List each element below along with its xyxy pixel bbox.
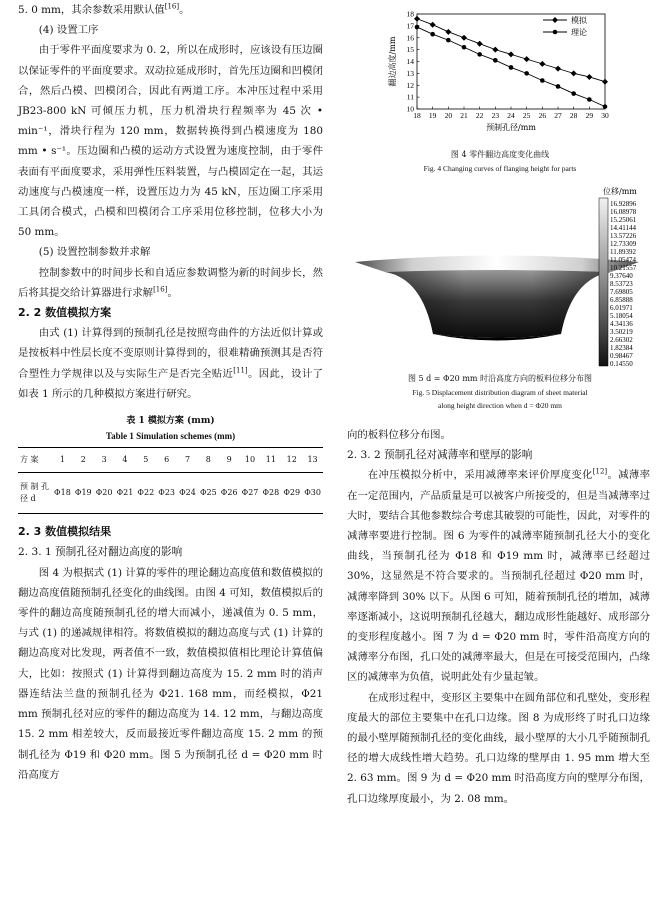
x-tick-label: 26: [538, 111, 547, 120]
data-point: [587, 97, 592, 102]
legend-label: 理论: [571, 28, 587, 37]
table-head-label: 方 案: [18, 448, 52, 473]
legend-value: 2.66302: [610, 336, 633, 345]
heading-control-params: (5) 设置控制参数并求解: [38, 246, 151, 259]
fig5-caption-en1: Fig. 5 Displacement distribution diagram of sheet material: [412, 388, 588, 397]
flange-surface: [355, 256, 639, 273]
data-point: [414, 16, 420, 22]
data-point: [477, 41, 483, 47]
legend-value: 5.18054: [610, 312, 633, 321]
x-tick-label: 21: [460, 111, 468, 120]
x-tick-label: 19: [428, 111, 437, 120]
table-cell: Φ18: [52, 473, 73, 514]
x-tick-label: 24: [507, 111, 515, 120]
table-head-cell: 11: [260, 448, 281, 473]
x-axis-label: 预制孔径/mm: [486, 123, 536, 132]
flanged-part-shape: [355, 256, 639, 341]
paragraph-2-2: 由式 (1) 计算得到的预制孔径是按照弯曲件的方法近似计算或是按板料中性层长度不变原则计算得到的，很难精确预测其是否符合塑性力学规律以及与实际生产是否完全贴近[11]。因此，设计了如表 1 所示的几种模拟方案进行研究。: [18, 327, 324, 400]
legend-value: 14.41144: [610, 224, 636, 233]
legend-value: 7.69805: [610, 288, 633, 297]
y-tick-label: 10: [406, 104, 414, 114]
displacement-contour-figure: [347, 186, 655, 392]
fig4-caption: [350, 148, 650, 175]
paragraph-set-process: 由于零件平面度要求为 0. 2，所以在成形时，应该设有压边圈以保证零件的平面度要求。双动拉延成形时，首先压边圈和凹模闭合，然后凸模、凹模闭合，因此有两道工序。本冲压过程中采用 JB23-800 kN 可倾压力机，压力机滑块行程频率为 45 次 • min⁻¹，滑块行程为 120 mm，数据转换得到凸模速度为 180 mm • s⁻¹。压边圈和凸模的运动方式设置为速度控制，由于零件表面有平面度要求，采用弹性压料装置，与凸模固定在一起，其运动速度与凸模速度一样，设置压边力为 45 kN，压边圈工序采用工具闭合模式，凸模和凹模闭合工序采用位移控制，位移大小为 50 mm。: [18, 44, 323, 239]
x-tick-label: 29: [585, 111, 594, 120]
data-point: [524, 71, 529, 76]
data-point: [492, 47, 498, 53]
table-head-cell: 7: [177, 448, 198, 473]
table-cell: Φ25: [198, 473, 219, 514]
legend-value: 11.89392: [610, 248, 636, 257]
x-tick-label: 22: [475, 111, 484, 120]
table-head-cell: 13: [302, 448, 323, 473]
data-point: [477, 52, 482, 57]
legend-value: 0.98467: [610, 352, 633, 361]
y-tick-label: 14: [406, 57, 414, 67]
heading-2-3-1: 2. 3. 1 预制孔径对翻边高度的影响: [18, 546, 183, 559]
data-point: [539, 61, 545, 67]
legend-value: 3.50219: [610, 328, 633, 337]
data-point: [586, 74, 592, 80]
heading-set-process: (4) 设置工序: [38, 24, 99, 37]
y-tick-label: 11: [406, 92, 414, 102]
legend-value: 1.82384: [610, 344, 633, 353]
x-tick-label: 23: [491, 111, 500, 120]
data-point: [430, 32, 435, 37]
table-cell: Φ28: [260, 473, 281, 514]
data-point: [509, 65, 514, 70]
data-point: [493, 58, 498, 63]
legend-value: 4.34136: [610, 320, 633, 329]
legend-label: 模拟: [571, 16, 587, 25]
table-head-cell: 9: [219, 448, 240, 473]
data-point: [415, 25, 420, 30]
legend-value: 9.37640: [610, 272, 633, 281]
table-head-cell: 6: [156, 448, 177, 473]
legend-title: 位移/mm: [603, 187, 637, 196]
legend-value: 13.57226: [610, 232, 637, 241]
data-point: [461, 35, 467, 41]
y-tick-label: 17: [406, 21, 414, 31]
legend-value: 6.01971: [610, 304, 633, 313]
x-tick-label: 28: [569, 111, 578, 120]
data-point: [571, 91, 576, 96]
table-row-label: 预 制 孔 径 d: [18, 473, 52, 514]
paragraph-2-3-1: 图 4 为根据式 (1) 计算的零件的理论翻边高度值和数值模拟的翻边高度值随预制孔径变化的曲线图。由图 4 可知，数值模拟后的零件的翻边高度随预制孔径的增大而减小，递减值为 0. 5 mm，与式 (1) 的递减规律相符。将数值模拟的翻边高度与式 (1) 计算的翻边高度对比发现，两者值不一致，数值模拟值相比理论计算值偏大，比如：按照式 (1) 计算得到翻边高度为 15. 2 mm 时的消声器连结法兰盘的预制孔径为 Φ21. 168 mm，而经模拟，Φ21 mm 预制孔径对应的零件的翻边高度为 14. 12 mm，与翻边高度 15. 2 mm 相差较大，反而最接近零件翻边高度 15. 2 mm 的预制孔径为 Φ19 和 Φ20 mm。图 5 为预制孔径 d = Φ20 mm 时沿高度方: [18, 566, 323, 781]
data-point: [602, 79, 608, 85]
heading-2-3: 2. 3 数值模拟结果: [18, 525, 112, 539]
table-cell: Φ26: [219, 473, 240, 514]
legend-value: 11.05474: [610, 256, 636, 265]
x-tick-label: 30: [601, 111, 609, 120]
data-point: [603, 104, 608, 109]
legend-marker: [553, 30, 558, 35]
paragraph-param-end: 5. 0 mm，其余参数采用默认值[16]。: [18, 2, 190, 16]
table-cell: Φ23: [156, 473, 177, 514]
table-cell: Φ29: [281, 473, 302, 514]
table-cell: Φ20: [94, 473, 115, 514]
table-cell: Φ30: [302, 473, 323, 514]
y-tick-label: 13: [406, 68, 414, 78]
legend-marker: [552, 17, 558, 23]
x-tick-label: 20: [444, 111, 453, 120]
flanging-height-chart: [381, 6, 631, 146]
data-point: [430, 22, 436, 28]
fig5-caption-en2: along height direction when d = Φ20 mm: [437, 401, 563, 410]
y-axis-label: 翻边高度/mm: [388, 36, 397, 87]
x-tick-label: 27: [554, 111, 562, 120]
data-point: [462, 45, 467, 50]
table-head-cell: 12: [281, 448, 302, 473]
paragraph-fig5-ref: 向的板料位移分布图。: [347, 429, 451, 441]
paragraph-control-params: 控制参数中的时间步长和自适应参数调整为新的时间步长，然后将其提交给计算器进行求解[16]。: [18, 266, 323, 299]
data-point: [508, 51, 514, 57]
table-head-cell: 10: [240, 448, 261, 473]
fig4-caption-cn: 图 4 零件翻边高度变化曲线: [450, 150, 550, 159]
table-1: [18, 414, 323, 514]
fig5-caption-cn: 图 5 d = Φ20 mm 时沿高度方向的板料位移分布图: [407, 374, 593, 383]
paragraph-2-3-2-b: 在成形过程中，变形区主要集中在圆角部位和孔壁处，变形程度最大的部位主要集中在孔口边缘。图 8 为成形终了时孔口边缘的最小壁厚随预制孔径的变化曲线，最小壁厚的大小几乎随预制孔径的增大成线性增大趋势。孔口边缘的壁厚由 1. 95 mm 增大至 2. 63 mm。图 9 为 d = Φ20 mm 时沿高度方向的壁厚分布图，孔口边缘厚度最小，为 2. 08 mm。: [347, 691, 650, 805]
fig5-caption: [350, 372, 650, 412]
table-cell: Φ21: [115, 473, 136, 514]
data-point: [571, 70, 577, 76]
table-head-cell: 5: [135, 448, 156, 473]
right-column: [347, 425, 650, 809]
legend-value: 15.25061: [610, 216, 637, 225]
data-point: [445, 29, 451, 35]
table-title: 表 1 模拟方案 (mm): [126, 416, 215, 427]
data-point: [555, 66, 561, 72]
y-tick-label: 15: [406, 45, 414, 55]
legend-value: 0.14550: [610, 360, 633, 369]
x-tick-label: 25: [522, 111, 531, 120]
data-point: [540, 78, 545, 83]
legend-color-bar: [599, 198, 608, 366]
legend-value: 8.53723: [610, 280, 633, 289]
table-head-cell: 8: [198, 448, 219, 473]
heading-2-2: 2. 2 数值模拟方案: [18, 306, 112, 320]
table-title-en: Table 1 Simulation schemes (mm): [105, 431, 236, 442]
heading-2-3-2: 2. 3. 2 预制孔径对减薄率和壁厚的影响: [347, 449, 533, 462]
table-head-cell: 1: [52, 448, 73, 473]
data-point: [446, 38, 451, 43]
data-point: [524, 56, 530, 62]
left-column: [18, 0, 323, 785]
table-cell: Φ19: [73, 473, 94, 514]
y-tick-label: 18: [406, 9, 414, 19]
legend-value: 12.73309: [610, 240, 637, 249]
table-cell: Φ24: [177, 473, 198, 514]
table-head-cell: 4: [115, 448, 136, 473]
fig4-caption-en: Fig. 4 Changing curves of flanging height for parts: [423, 164, 577, 173]
y-tick-label: 16: [406, 33, 414, 43]
table-head-cell: 3: [94, 448, 115, 473]
data-point: [556, 84, 561, 89]
y-tick-label: 12: [406, 80, 414, 90]
paragraph-2-3-2-a: 在冲压模拟分析中，采用减薄率来评价厚度变化[12]。减薄率在一定范围内，产品质量是可以被客户所接受的，但是当减薄率过大时，要结合其他参数综合考虑其破裂的可能性，因此，对零件的减薄率要进行控制。图 6 为零件的减薄率随预制孔径大小的变化曲线，当预制孔径为 Φ18 和 Φ19 mm 时，减薄率已经超过 30%，这显然是不符合要求的。当预制孔径超过 Φ20 mm 时，减薄率降到 30% 以下。从图 6 可知，随着预制孔径的增加，减薄率逐渐减小，这说明预制孔径越大，翻边成形性能越好、成形部分的变形程度越小。图 7 为 d = Φ20 mm 时，零件沿高度方向的减薄率分布图，孔口处的减薄率最大，但是在可接受范围内，凸缘区的减薄率为负值，说明此处有少量起皱。: [347, 467, 651, 684]
table-cell: Φ27: [240, 473, 261, 514]
scheme-table: [18, 447, 323, 514]
table-head-cell: 2: [73, 448, 94, 473]
legend-value: 16.08978: [610, 208, 637, 217]
legend-value: 16.92896: [610, 200, 637, 209]
displacement-legend: [599, 186, 637, 368]
legend-value: 10.21557: [610, 264, 637, 273]
table-cell: Φ22: [135, 473, 156, 514]
legend-value: 6.85888: [610, 296, 633, 305]
x-tick-label: 18: [413, 111, 421, 120]
